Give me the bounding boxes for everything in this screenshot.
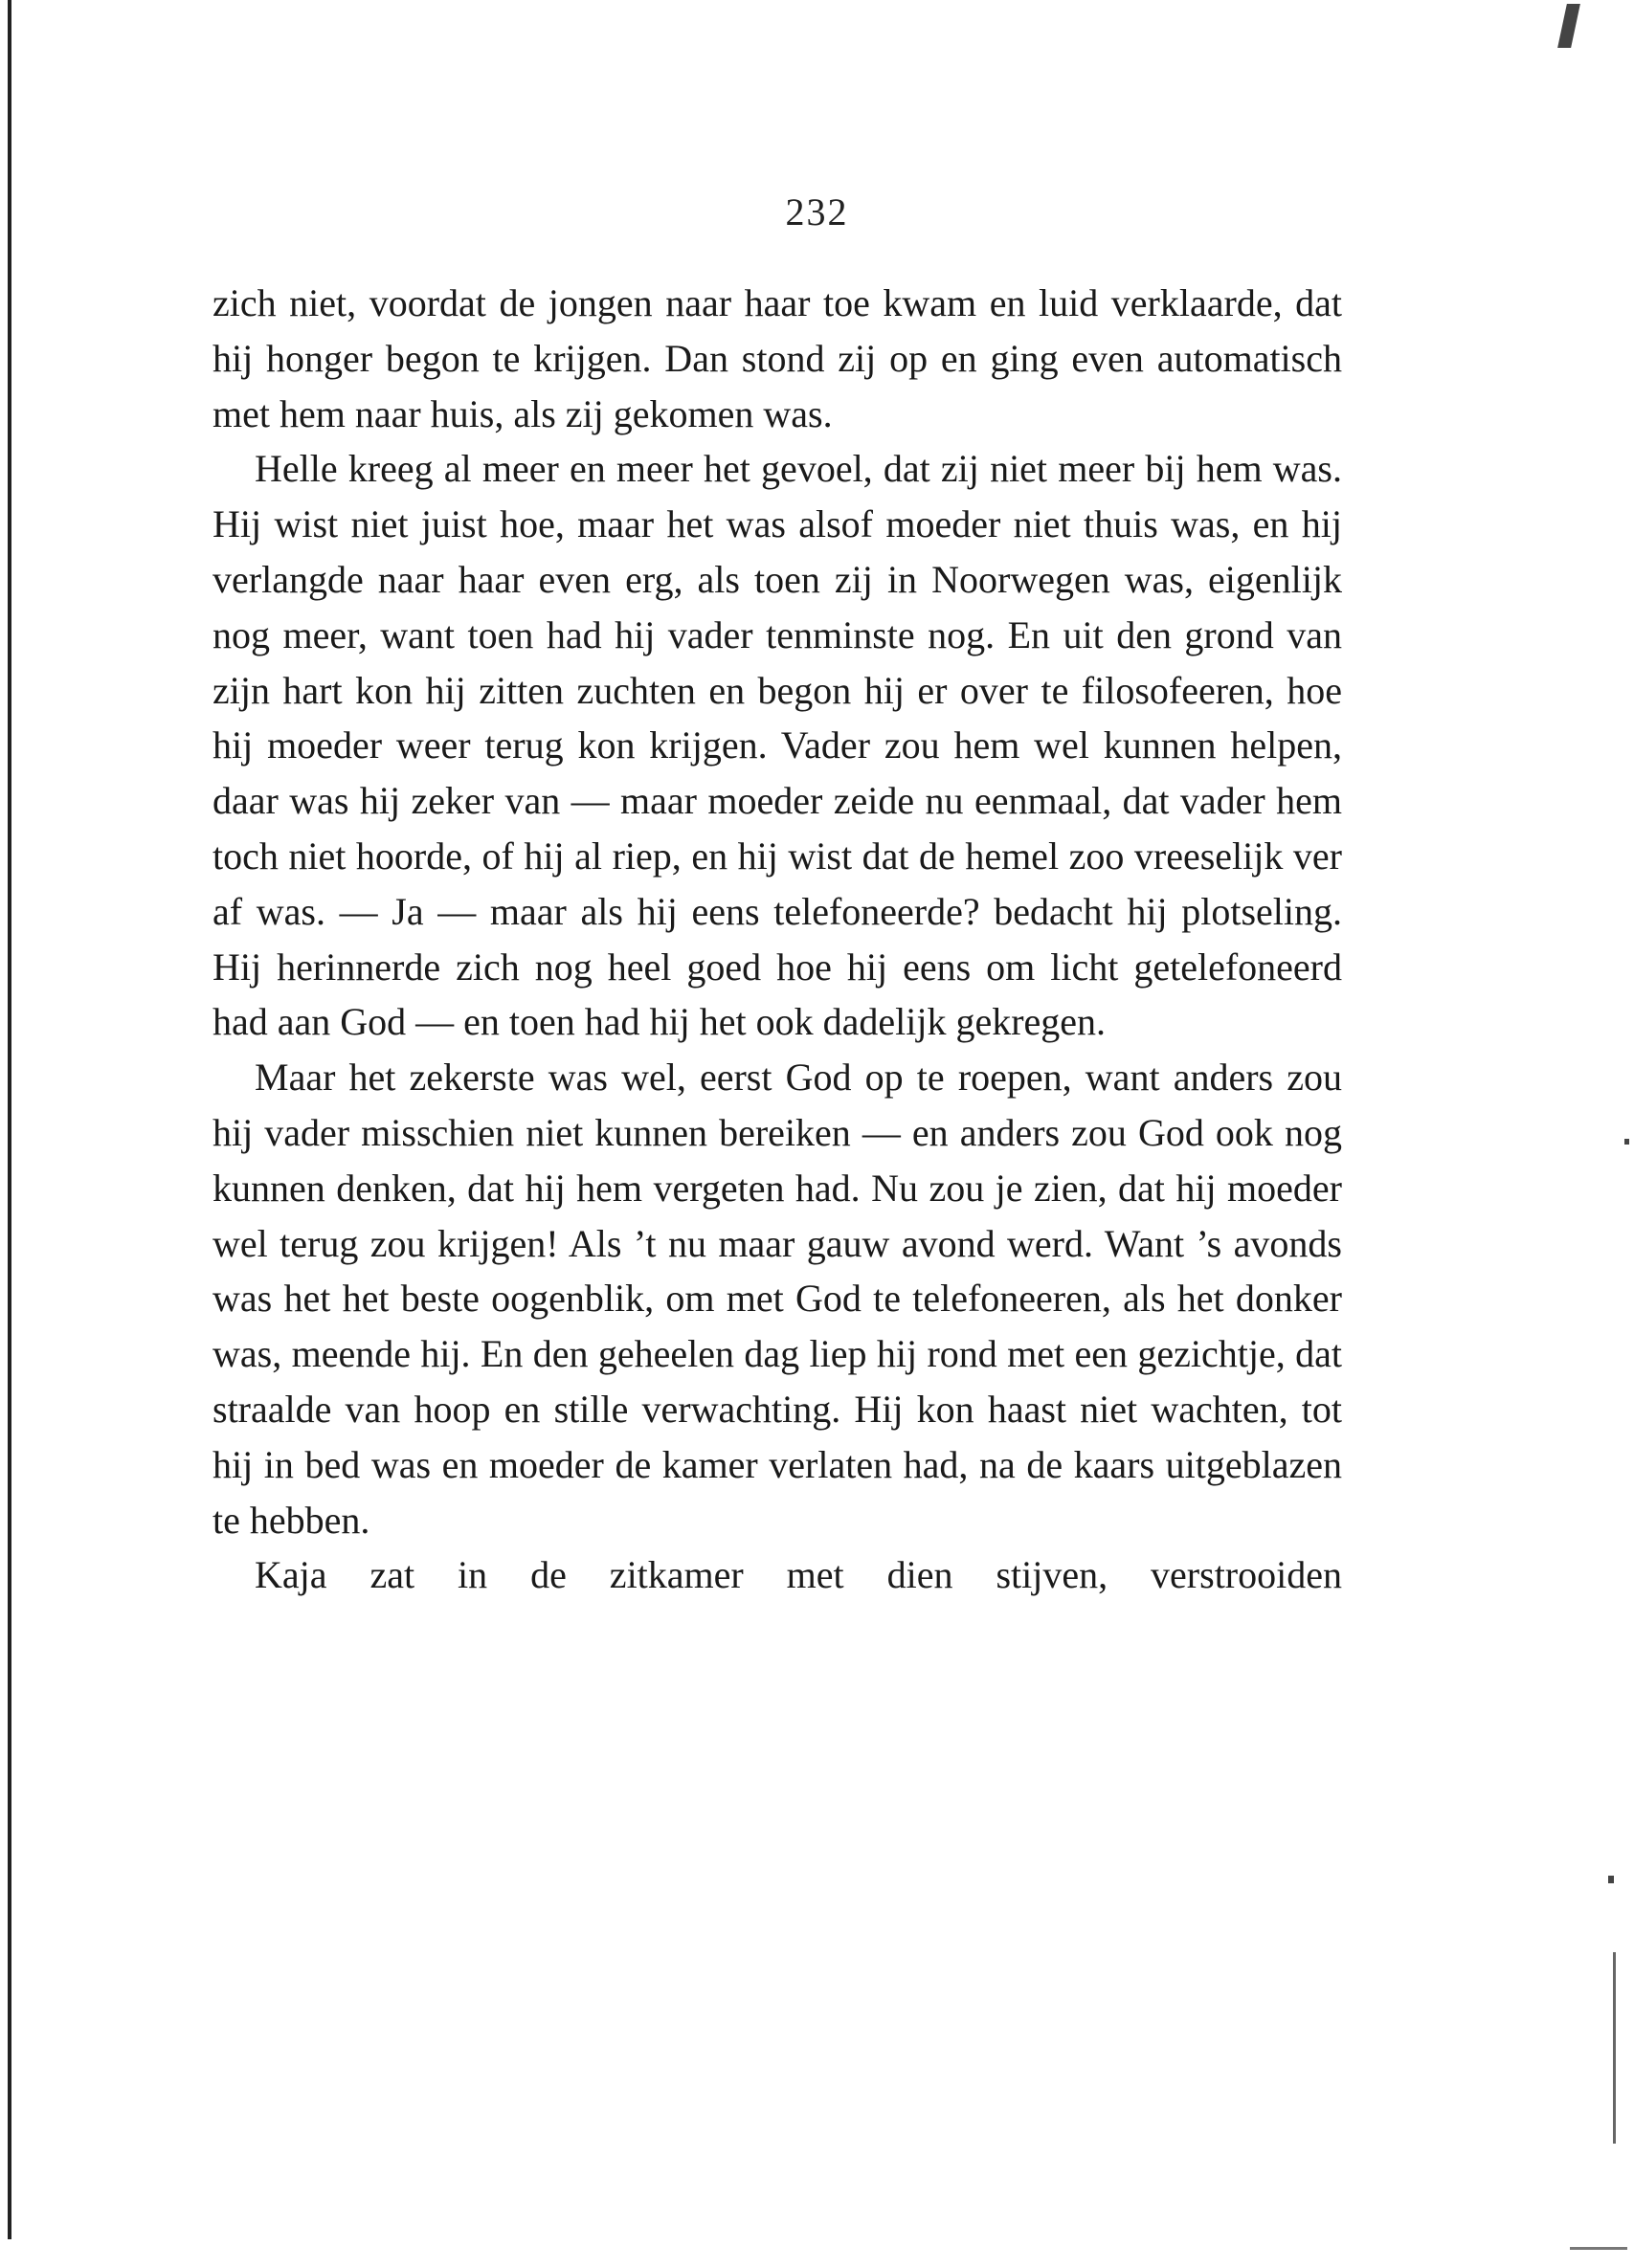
paragraph-1: zich niet, voordat de jongen naar haar toe kwam en luid verklaarde, dat hij honger begon te krijgen. Dan stond zij op en ging even automatisch met hem naar huis, als zij gekomen was. (213, 281, 1342, 435)
page-edge-shadow (8, 0, 11, 2239)
scan-mark-bottom-right (1570, 2247, 1627, 2250)
paragraph-2: Helle kreeg al meer en meer het gevoel, dat zij niet meer bij hem was. Hij wist niet juist hoe, maar het was alsof moeder niet thuis was, en hij verlangde naar haar even erg, als toen zij in Noorwegen was, eigenlijk nog meer, want toen had hij vader tenminste nog. En uit den grond van zijn hart kon hij zitten zuchten en begon hij er over te filosofeeren, hoe hij moeder weer terug kon krijgen. Vader zou hem wel kunnen helpen, daar was hij zeker van — maar moeder zeide nu eenmaal, dat vader hem toch niet hoorde, of hij al riep, en hij wist dat de hemel zoo vreeselijk ver af was. — Ja — maar als hij eens telefoneerde? bedacht hij plotseling. Hij herinnerde zich nog heel goed hoe hij eens om licht getelefoneerd had aan God — en toen had hij het ook dadelijk gekregen. (213, 447, 1342, 1044)
scan-mark-top-right (1557, 4, 1580, 48)
scan-mark-right-3 (1613, 1952, 1616, 2144)
page-number: 232 (785, 190, 849, 233)
body-text (213, 276, 1342, 1603)
scan-mark-right-2 (1608, 1876, 1614, 1883)
paragraph-3: Maar het zekerste was wel, eerst God op te roepen, want anders zou hij vader misschien niet kunnen bereiken — en anders zou God ook nog kunnen denken, dat hij hem vergeten had. Nu zou je zien, dat hij moeder wel terug zou krijgen! Als ’t nu maar gauw avond werd. Want ’s avonds was het het beste oogenblik, om met God te telefoneeren, als het donker was, meende hij. En den geheelen dag liep hij rond met een gezichtje, dat straalde van hoop en stille verwachting. Hij kon haast niet wachten, tot hij in bed was en moeder de kamer verlaten had, na de kaars uitgeblazen te hebben. (213, 1056, 1342, 1542)
scan-mark-right-1 (1624, 1139, 1629, 1145)
paragraph-4: Kaja zat in de zitkamer met dien stijven, verstrooiden (255, 1553, 1342, 1597)
